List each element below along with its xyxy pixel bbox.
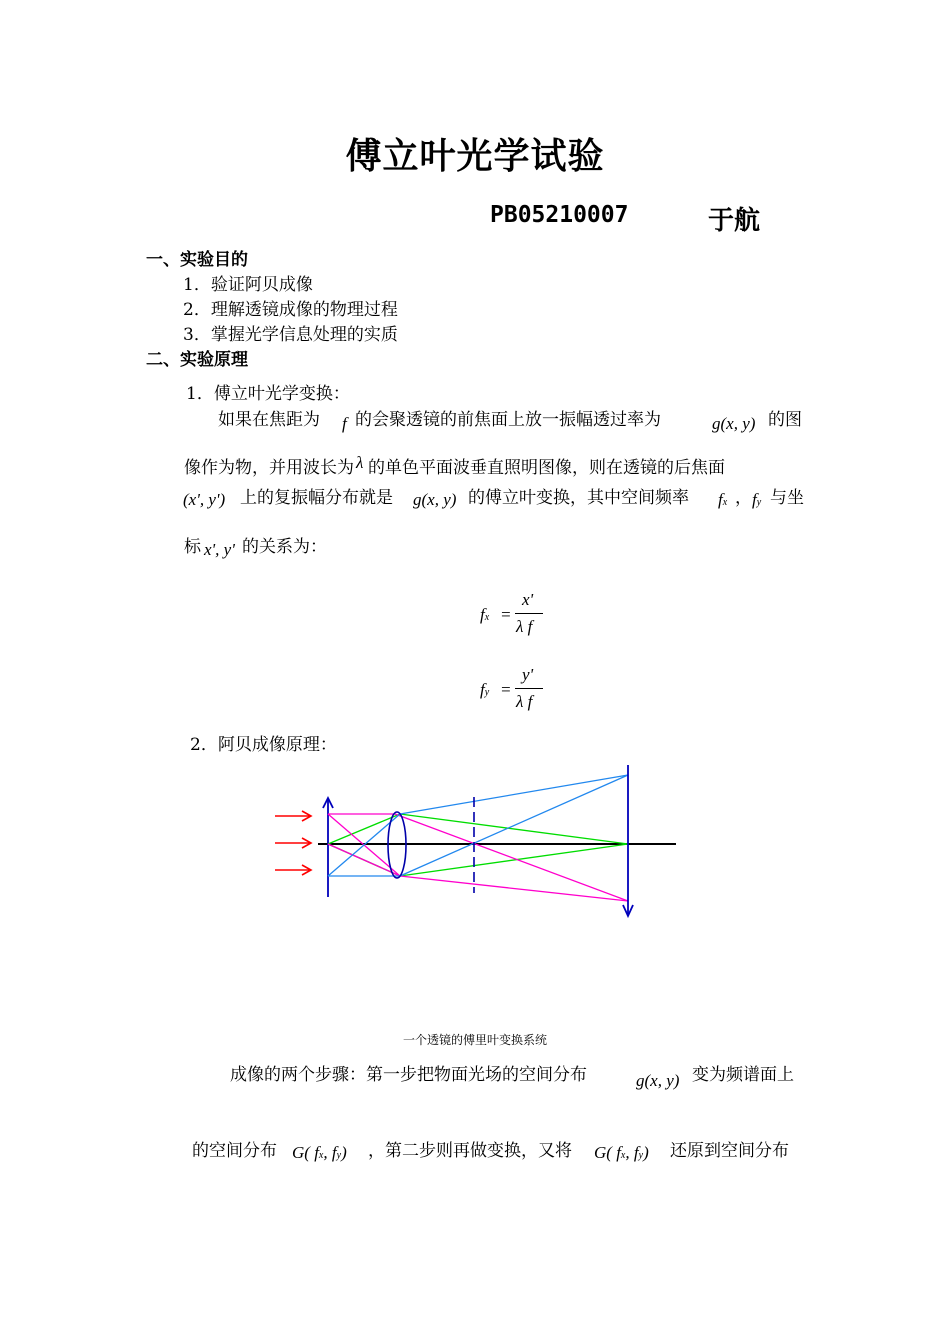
steps-line1-b: 变为频谱面上 [692, 1065, 794, 1085]
symbol-xpyp: (x', y') [183, 490, 226, 509]
steps-line2-a: 的空间分布 [192, 1141, 277, 1161]
steps-line2-b: ，第二步则再做变换，又将 [368, 1141, 572, 1161]
symbol-gxy-3: g(x, y) [636, 1071, 680, 1090]
symbol-fy: fy [752, 490, 762, 509]
document-title: 傅立叶光学试验 [345, 135, 605, 177]
equation-fy-numerator: y' [522, 665, 534, 684]
purpose-item-3: 3．掌握光学信息处理的实质 [183, 325, 398, 345]
para1-line3-b: 的傅立叶变换，其中空间频率 [468, 488, 689, 508]
purpose-item-1: 1．验证阿贝成像 [183, 275, 313, 295]
para1-line1-a: 如果在焦距为 [218, 410, 320, 430]
para1-line1-c: 的图 [768, 410, 802, 430]
symbol-lambda: λ [356, 453, 364, 472]
symbol-G-fx-fy: G( fx, fy) [292, 1143, 347, 1162]
symbol-gxy: g(x, y) [712, 414, 756, 433]
principle-1-heading: 1．傅立叶光学变换： [186, 384, 350, 404]
para1-line3-a: 上的复振幅分布就是 [240, 488, 393, 508]
equation-fx-denominator: λ f [516, 617, 533, 636]
equation-fy-lhs: fy [480, 680, 490, 699]
para1-line2-b: 的单色平面波垂直照明图像，则在透镜的后焦面 [368, 458, 725, 478]
figure-caption: 一个透镜的傅里叶变换系统 [402, 1033, 547, 1047]
student-id: PB05210007 [490, 202, 629, 228]
steps-line1-a: 成像的两个步骤：第一步把物面光场的空间分布 [230, 1065, 587, 1085]
object-arrow [323, 798, 333, 897]
equation-fx-lhs: fx [480, 605, 490, 624]
incident-light-arrows [275, 811, 311, 875]
symbol-gxy-2: g(x, y) [413, 490, 457, 509]
symbol-f: f [342, 414, 347, 433]
magenta-rays [328, 814, 628, 901]
para1-line2-a: 像作为物，并用波长为 [184, 458, 354, 478]
para1-line4-a: 标 [184, 537, 201, 557]
principle-2-heading: 2．阿贝成像原理： [190, 735, 337, 755]
steps-line2-c: 还原到空间分布 [670, 1141, 789, 1161]
symbol-xy-prime: x', y' [204, 540, 235, 559]
equation-fx-equals: = [500, 605, 512, 624]
author-name: 于航 [708, 206, 761, 236]
equation-fy-denominator: λ f [516, 692, 533, 711]
symbol-G-fx-fy-2: G( fx, fy) [594, 1143, 649, 1162]
para1-line4-b: 的关系为： [242, 537, 327, 557]
equation-fy-equals: = [500, 680, 512, 699]
image-arrow [623, 765, 633, 916]
symbol-fx: fx [718, 490, 728, 509]
para1-line3-c: 与坐 [770, 488, 804, 508]
comma: ， [735, 488, 752, 508]
equation-fx-numerator: x' [522, 590, 534, 609]
section-heading-principle: 二、实验原理 [146, 350, 248, 370]
para1-line1-b: 的会聚透镜的前焦面上放一振幅透过率为 [355, 410, 661, 430]
purpose-item-2: 2．理解透镜成像的物理过程 [183, 300, 398, 320]
section-heading-purpose: 一、实验目的 [146, 250, 248, 270]
